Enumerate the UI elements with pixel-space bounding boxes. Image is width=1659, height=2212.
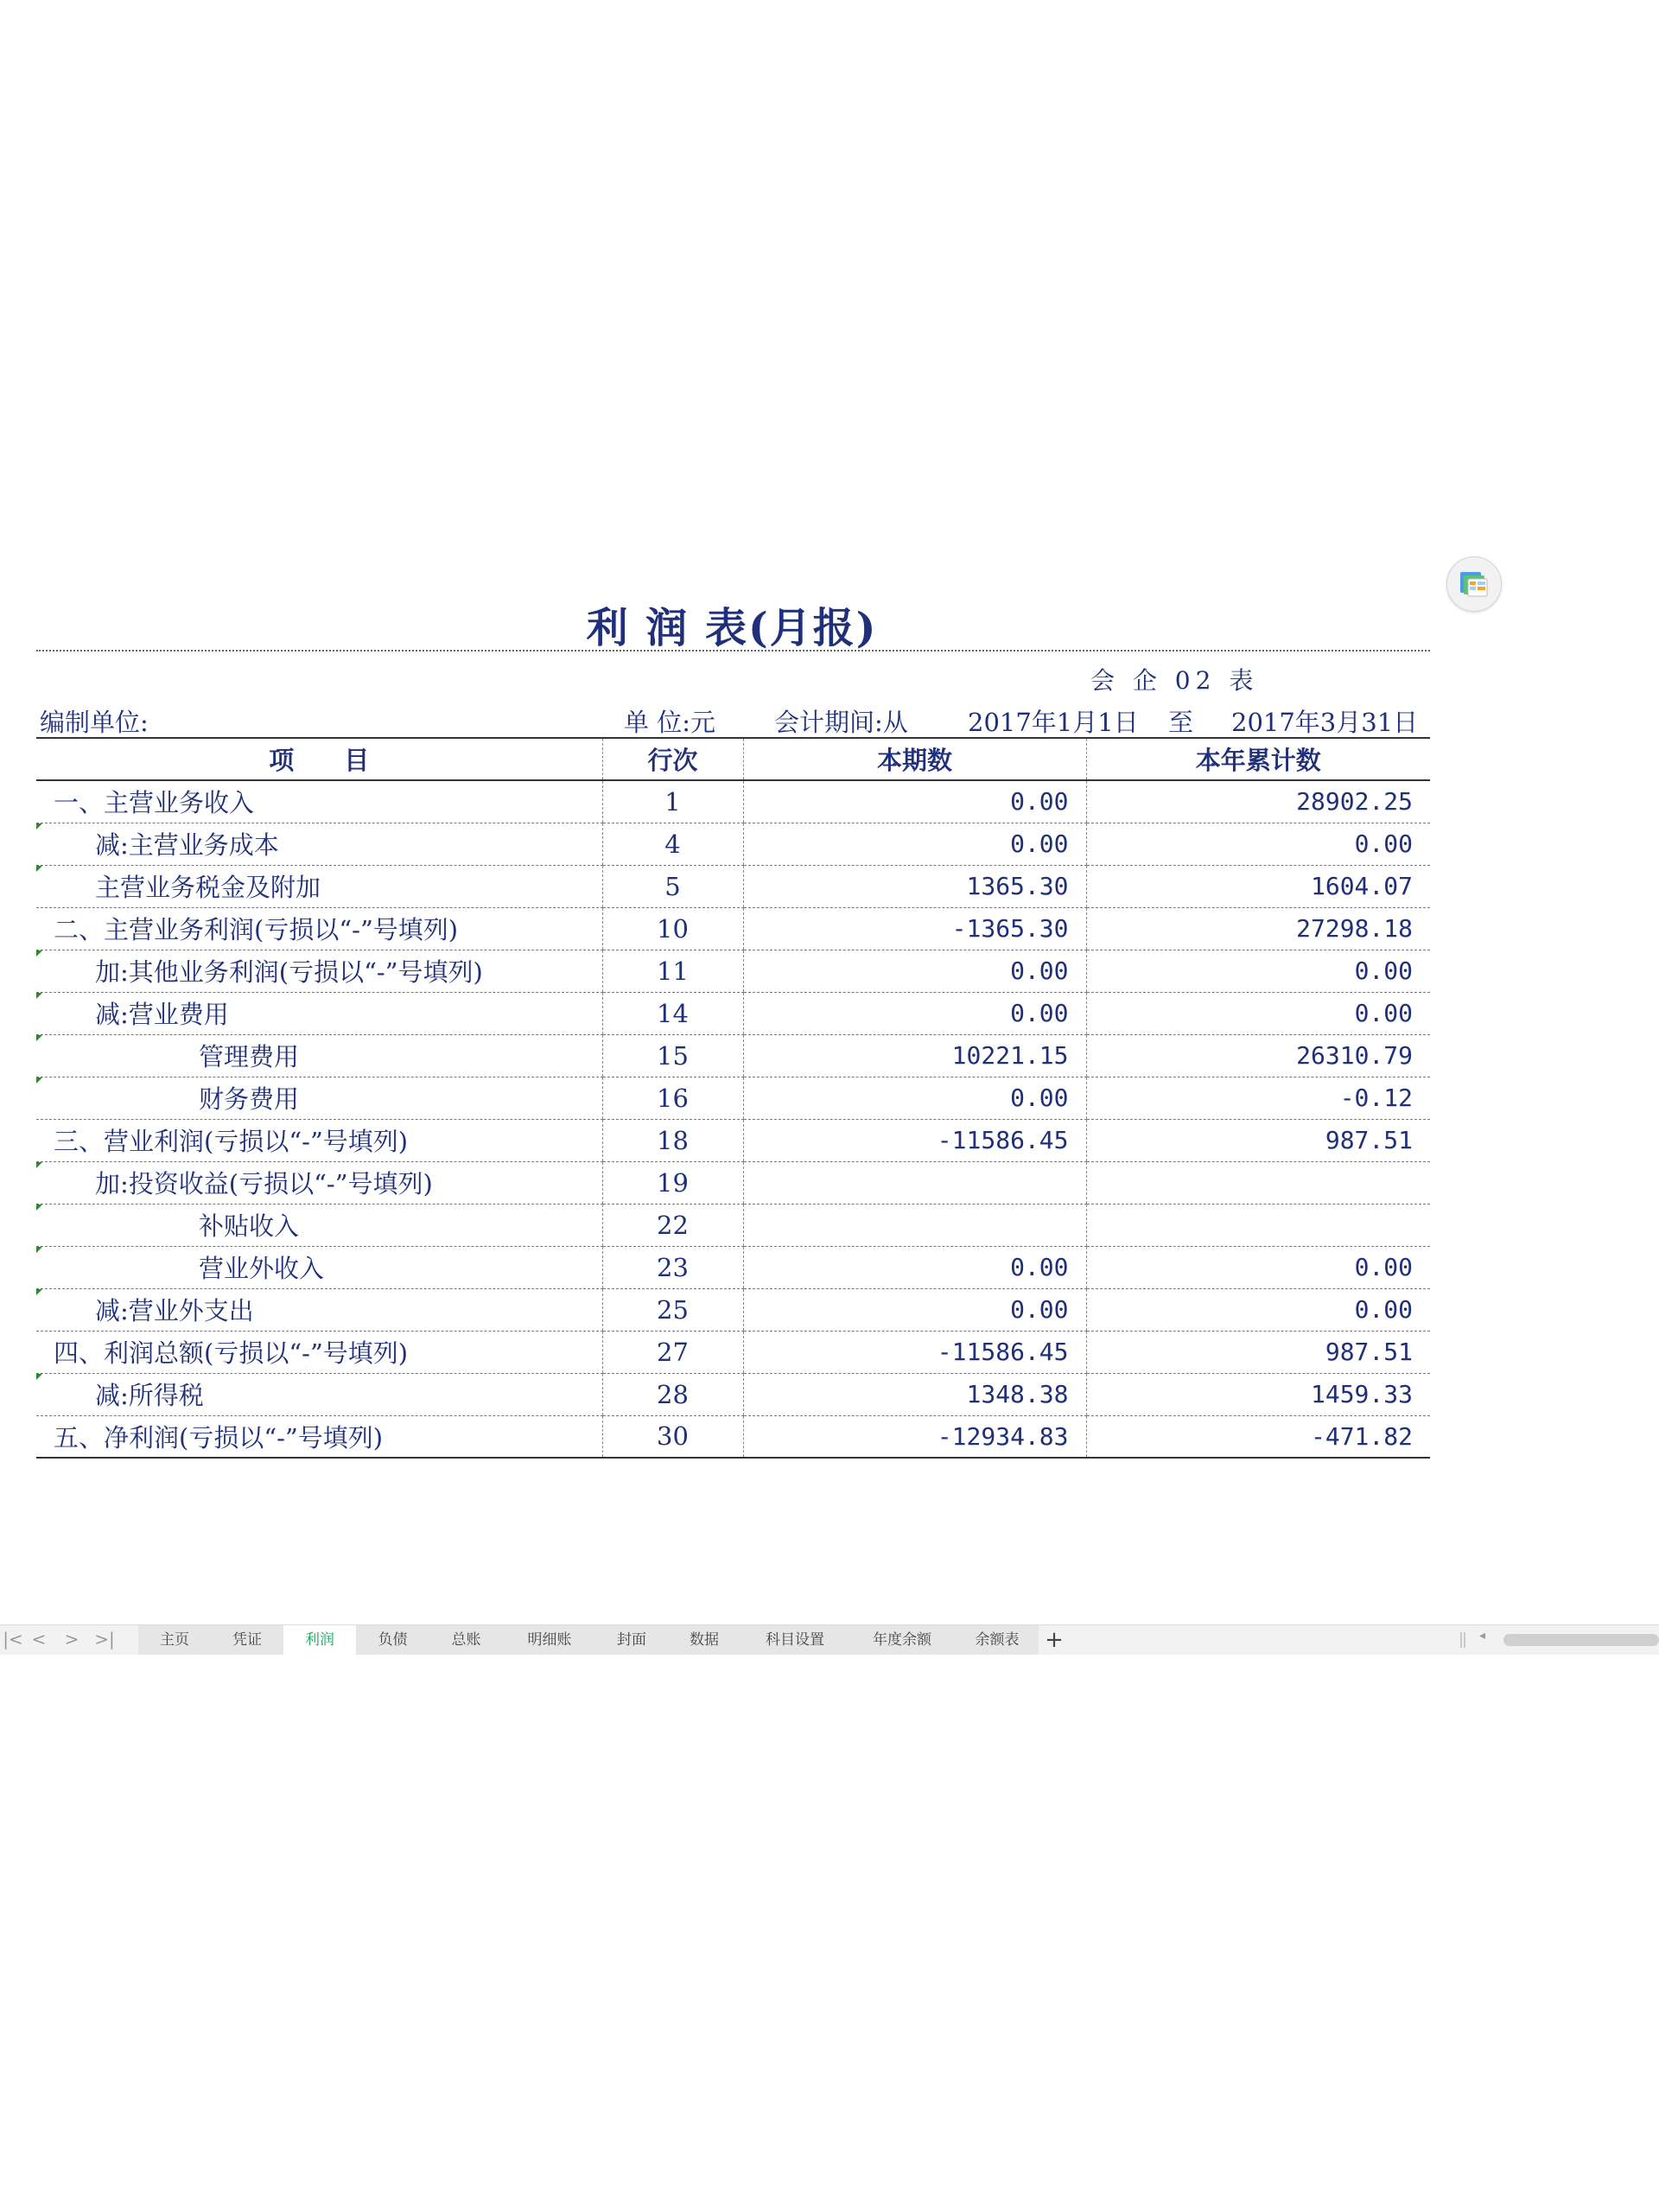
year-to-date-cell-text: 0.00 [1354, 999, 1413, 1027]
year-to-date-cell[interactable] [1086, 1119, 1430, 1161]
year-to-date-cell-text: 26310.79 [1296, 1041, 1413, 1070]
line-number-cell[interactable] [602, 1415, 743, 1458]
line-number-cell[interactable] [602, 823, 743, 865]
next-sheet-icon[interactable]: > [64, 1629, 79, 1649]
table-body [36, 780, 1430, 1458]
item-cell[interactable] [36, 992, 602, 1034]
line-number-cell-text: 30 [657, 1421, 689, 1452]
current-period-cell[interactable] [743, 950, 1086, 992]
table-row [36, 1246, 1430, 1288]
current-period-cell-text: 0.00 [1010, 1084, 1069, 1112]
current-period-cell[interactable] [743, 823, 1086, 865]
item-cell-text: 三、营业利润(亏损以“-”号填列) [54, 1127, 409, 1156]
current-period-cell-text: 10221.15 [951, 1041, 1069, 1070]
line-number-cell[interactable] [602, 950, 743, 992]
sheet-tab[interactable]: 数据 [667, 1625, 741, 1655]
line-number-cell-text: 16 [657, 1083, 689, 1113]
title-divider [36, 650, 1430, 652]
sheet-tab[interactable]: 负债 [356, 1625, 429, 1655]
table-row [36, 1373, 1430, 1415]
item-cell-text: 加:投资收益(亏损以“-”号填列) [95, 1169, 433, 1198]
item-cell[interactable] [36, 1331, 602, 1373]
form-code: 会 企 02 表 [1090, 666, 1259, 695]
item-cell-text: 一、主营业务收入 [54, 788, 255, 818]
cell-comment-marker [36, 1035, 42, 1041]
add-sheet-icon[interactable]: + [1045, 1627, 1064, 1653]
scroll-grip[interactable] [1460, 1632, 1465, 1648]
current-period-cell-text: -1365.30 [951, 914, 1069, 943]
year-to-date-cell-text: 28902.25 [1296, 787, 1413, 817]
current-period-cell[interactable] [743, 1077, 1086, 1119]
line-number-cell-text: 11 [657, 956, 689, 986]
item-cell-text: 二、主营业务利润(亏损以“-”号填列) [54, 915, 459, 944]
table-row [36, 1034, 1430, 1077]
item-cell[interactable] [36, 865, 602, 907]
current-period-cell-text: 0.00 [1010, 1253, 1069, 1281]
current-period-cell[interactable] [743, 992, 1086, 1034]
current-period-cell[interactable] [743, 1246, 1086, 1288]
period-to: 至 [1168, 708, 1194, 737]
year-to-date-cell[interactable] [1086, 1034, 1430, 1077]
first-sheet-icon[interactable]: |< [3, 1629, 23, 1649]
scroll-left-icon[interactable]: ◂ [1479, 1629, 1486, 1643]
income-statement-table [36, 737, 1430, 1459]
table-row [36, 865, 1430, 907]
item-cell[interactable] [36, 1288, 602, 1331]
year-to-date-cell[interactable] [1086, 1246, 1430, 1288]
table-header-row [36, 738, 1430, 780]
year-to-date-cell[interactable] [1086, 1161, 1430, 1204]
line-number-cell[interactable] [602, 1331, 743, 1373]
year-to-date-cell-text: 0.00 [1354, 830, 1413, 858]
line-number-cell[interactable] [602, 865, 743, 907]
current-period-cell-text: -11586.45 [937, 1126, 1069, 1154]
line-number-cell-text: 1 [664, 786, 681, 817]
year-to-date-cell-text: 1459.33 [1310, 1380, 1413, 1408]
item-cell-text: 减:营业外支出 [95, 1296, 254, 1325]
table-row [36, 992, 1430, 1034]
year-to-date-cell-text: 27298.18 [1296, 914, 1413, 943]
line-number-cell-text: 15 [657, 1040, 689, 1071]
current-period-cell-text: -11586.45 [937, 1338, 1069, 1366]
sheet-tab[interactable]: 封面 [596, 1625, 667, 1655]
year-to-date-cell[interactable] [1086, 1288, 1430, 1331]
table-row [36, 1331, 1430, 1373]
sheet-tab[interactable]: 明细账 [503, 1625, 596, 1655]
item-cell-text: 五、净利润(亏损以“-”号填列) [54, 1422, 384, 1452]
year-to-date-cell[interactable] [1086, 865, 1430, 907]
cell-comment-marker [36, 1289, 42, 1295]
item-cell[interactable] [36, 1373, 602, 1415]
cell-comment-marker [36, 1077, 42, 1084]
line-number-cell-text: 10 [657, 913, 689, 944]
year-to-date-cell[interactable] [1086, 1373, 1430, 1415]
current-period-cell[interactable] [743, 865, 1086, 907]
item-cell-text: 管理费用 [199, 1042, 300, 1071]
item-cell[interactable] [36, 1119, 602, 1161]
line-number-cell-text: 27 [657, 1337, 689, 1367]
year-to-date-cell[interactable] [1086, 1204, 1430, 1246]
item-cell-text: 减:所得税 [95, 1381, 204, 1410]
column-header-current: 本期数 [743, 738, 1086, 780]
item-cell[interactable] [36, 1246, 602, 1288]
table-row [36, 1204, 1430, 1246]
line-number-cell[interactable] [602, 1204, 743, 1246]
period-end: 2017年3月31日 [1231, 708, 1419, 737]
item-cell-text: 四、利润总额(亏损以“-”号填列) [54, 1338, 409, 1368]
line-number-cell-text: 22 [657, 1210, 689, 1240]
period-label: 会计期间:从 [774, 708, 908, 737]
last-sheet-icon[interactable]: >| [94, 1629, 115, 1649]
current-period-cell-text: -12934.83 [937, 1421, 1069, 1451]
current-period-cell-text: 0.00 [1010, 999, 1069, 1027]
year-to-date-cell-text: -0.12 [1339, 1084, 1413, 1112]
item-cell[interactable] [36, 950, 602, 992]
preparer-label: 编制单位: [40, 708, 149, 737]
line-number-cell[interactable] [602, 1373, 743, 1415]
sheet-tab-bar [0, 1624, 1659, 1655]
table-row [36, 1415, 1430, 1458]
year-to-date-cell-text: 0.00 [1354, 1295, 1413, 1324]
line-number-cell[interactable] [602, 780, 743, 823]
year-to-date-cell[interactable] [1086, 992, 1430, 1034]
current-period-cell[interactable] [743, 1034, 1086, 1077]
year-to-date-cell[interactable] [1086, 907, 1430, 950]
table-row [36, 1161, 1430, 1204]
period-start: 2017年1月1日 [968, 708, 1139, 737]
year-to-date-cell-text: 0.00 [1354, 957, 1413, 985]
item-cell[interactable] [36, 1204, 602, 1246]
current-period-cell-text: 0.00 [1010, 957, 1069, 985]
table-row [36, 1288, 1430, 1331]
current-period-cell[interactable] [743, 1331, 1086, 1373]
item-cell[interactable] [36, 1415, 602, 1458]
cell-comment-marker [36, 1205, 42, 1211]
line-number-cell[interactable] [602, 1161, 743, 1204]
horizontal-scrollbar[interactable] [1460, 1629, 1659, 1648]
year-to-date-cell-text: -471.82 [1310, 1421, 1413, 1451]
item-cell[interactable] [36, 1034, 602, 1077]
line-number-cell[interactable] [602, 1034, 743, 1077]
sheet-tab[interactable]: 主页 [138, 1625, 211, 1655]
current-period-cell[interactable] [743, 1119, 1086, 1161]
item-cell-text: 补贴收入 [199, 1211, 300, 1241]
table-row [36, 1119, 1430, 1161]
year-to-date-cell[interactable] [1086, 1415, 1430, 1458]
year-to-date-cell-text: 1604.07 [1310, 872, 1413, 900]
line-number-cell[interactable] [602, 1119, 743, 1161]
year-to-date-cell[interactable] [1086, 823, 1430, 865]
current-period-cell[interactable] [743, 1161, 1086, 1204]
column-header-item: 项 目 [36, 738, 602, 780]
table-row [36, 950, 1430, 992]
cell-comment-marker [36, 1162, 42, 1168]
item-cell[interactable] [36, 1161, 602, 1204]
year-to-date-cell-text: 987.51 [1325, 1338, 1413, 1366]
item-cell[interactable] [36, 823, 602, 865]
current-period-cell-text: 0.00 [1010, 830, 1069, 858]
column-header-ytd: 本年累计数 [1086, 738, 1430, 780]
item-cell-text: 财务费用 [199, 1084, 300, 1114]
cell-comment-marker [36, 950, 42, 957]
line-number-cell-text: 18 [657, 1125, 689, 1155]
table-row [36, 780, 1430, 823]
sheet-tab[interactable]: 年度余额 [849, 1625, 956, 1655]
cell-comment-marker [36, 866, 42, 872]
sheet-tab[interactable]: 总账 [429, 1625, 503, 1655]
year-to-date-cell[interactable] [1086, 950, 1430, 992]
line-number-cell-text: 23 [657, 1252, 689, 1282]
current-period-cell[interactable] [743, 1288, 1086, 1331]
report-title: 利 润 表(月报) [586, 604, 878, 652]
cell-comment-marker [36, 1247, 42, 1253]
item-cell[interactable] [36, 780, 602, 823]
year-to-date-cell-text: 987.51 [1325, 1126, 1413, 1154]
unit-text: 单 位:元 [624, 708, 715, 737]
current-period-cell[interactable] [743, 907, 1086, 950]
line-number-cell-text: 28 [657, 1379, 689, 1409]
table-row [36, 907, 1430, 950]
line-number-cell[interactable] [602, 1246, 743, 1288]
current-period-cell-text: 1348.38 [966, 1380, 1069, 1408]
line-number-cell[interactable] [602, 992, 743, 1034]
year-to-date-cell[interactable] [1086, 780, 1430, 823]
item-cell-text: 营业外收入 [199, 1254, 325, 1283]
line-number-cell-text: 5 [664, 871, 681, 901]
current-period-cell[interactable] [743, 1373, 1086, 1415]
line-number-cell[interactable] [602, 907, 743, 950]
item-cell[interactable] [36, 1077, 602, 1119]
item-cell-text: 主营业务税金及附加 [95, 873, 321, 902]
current-period-cell[interactable] [743, 1204, 1086, 1246]
line-number-cell-text: 14 [657, 998, 689, 1028]
line-number-cell-text: 25 [657, 1294, 689, 1325]
column-header-line: 行次 [602, 738, 743, 780]
cell-comment-marker [36, 823, 42, 830]
item-cell[interactable] [36, 907, 602, 950]
year-to-date-cell[interactable] [1086, 1331, 1430, 1373]
sheet-tab[interactable]: 余额表 [956, 1625, 1039, 1655]
current-period-cell[interactable] [743, 780, 1086, 823]
year-to-date-cell[interactable] [1086, 1077, 1430, 1119]
line-number-cell-text: 4 [664, 829, 681, 859]
cell-comment-marker [36, 1374, 42, 1380]
tab-navigation [0, 1625, 130, 1655]
current-period-cell-text: 0.00 [1010, 1295, 1069, 1324]
sheet-tab[interactable]: 凭证 [211, 1625, 283, 1655]
item-cell-text: 减:主营业务成本 [95, 830, 279, 860]
sheet-tab[interactable]: 科目设置 [741, 1625, 849, 1655]
line-number-cell[interactable] [602, 1077, 743, 1119]
sheet-tab[interactable]: 利润 [283, 1625, 356, 1655]
year-to-date-cell-text: 0.00 [1354, 1253, 1413, 1281]
item-cell-text: 减:营业费用 [95, 1000, 229, 1029]
current-period-cell-text: 1365.30 [966, 872, 1069, 900]
cell-comment-marker [36, 993, 42, 999]
prev-sheet-icon[interactable]: < [31, 1629, 47, 1649]
current-period-cell[interactable] [743, 1415, 1086, 1458]
current-period-cell-text: 0.00 [1010, 787, 1069, 817]
scroll-thumb[interactable] [1503, 1634, 1659, 1646]
line-number-cell-text: 19 [657, 1167, 689, 1198]
item-cell-text: 加:其他业务利润(亏损以“-”号填列) [95, 957, 483, 987]
table-row [36, 823, 1430, 865]
line-number-cell[interactable] [602, 1288, 743, 1331]
table-row [36, 1077, 1430, 1119]
